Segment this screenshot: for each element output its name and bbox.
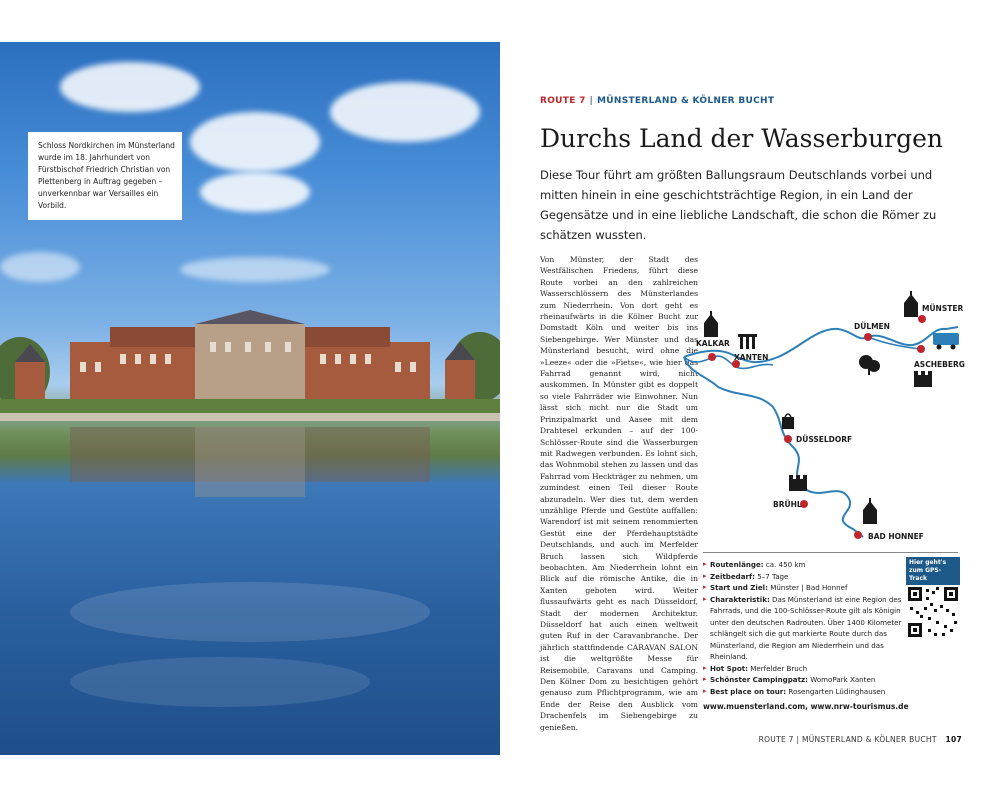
fact-item: ▸ Charakteristik: Das Münsterland ist eine Region des Fahrrads, und die 100-Schlösser-Route gilt als Königin unter den deutschen Radrouten. Über 1400 Kilometer schlängelt sich die gut markierte Route durch das Münsterland, die Region am Niederrhein und das Rheinland.	[703, 594, 908, 663]
route-link	[868, 337, 920, 349]
city-label-badhonnef: BAD HONNEF	[868, 532, 924, 541]
city-dot-muenster	[918, 315, 926, 323]
city-dot-ascheberg	[917, 345, 925, 353]
church-icon	[704, 311, 718, 337]
city-label-duesseldorf: DÜSSELDORF	[796, 435, 853, 444]
route-tag	[540, 96, 774, 106]
church-icon	[863, 498, 877, 524]
qr-label: Hier geht's zum GPS-Track	[906, 557, 960, 585]
city-dot-duelmen	[864, 333, 872, 341]
fact-item: ▸ Routenlänge: ca. 450 km	[703, 559, 908, 571]
qr-code-icon[interactable]	[906, 585, 960, 639]
campervan-icon	[933, 333, 959, 350]
intro-text: Diese Tour führt am größten Ballungsraum Deutschlands vorbei und mitten hinein in eine geschichtsträchtige Region, in ein Land der Gegensätze und in eine liebliche Landschaft, die schon die Römer zu schätzen wussten.	[540, 168, 937, 242]
city-label-kalkar: KALKAR	[696, 339, 730, 348]
fact-item: ▸ Schönster Campingpatz: WomoPark Xanten	[703, 674, 908, 686]
route-separator: |	[589, 96, 594, 106]
city-label-ascheberg: ASCHEBERG	[914, 360, 965, 369]
fact-item: ▸ Best place on tour: Rosengarten Lüdinghausen	[703, 686, 908, 698]
castle-icon	[789, 475, 807, 491]
route-number: ROUTE 7	[540, 96, 586, 106]
castle-icon	[914, 371, 932, 387]
page-footer	[759, 735, 962, 744]
route-map	[678, 247, 978, 547]
page-title: Durchs Land der Wasserburgen	[540, 124, 944, 153]
route-region: MÜNSTERLAND & KÖLNER BUCHT	[597, 96, 775, 106]
city-label-bruehl: BRÜHL	[773, 500, 802, 509]
footer-route: ROUTE 7	[758, 735, 794, 744]
text-page	[500, 42, 1000, 755]
city-dot-duesseldorf	[784, 435, 792, 443]
body-text: Von Münster, der Stadt des Westfälischen Friedens, führt diese Route vorbei an den zahlreichen Wasserschlössern des Münsterlandes zum Niederrhein. Von dort geht es rheinaufwärts in die Kölner Bucht zur Domstadt Köln und weiter bis ins Siebengebirge. Wer Münster und das Münsterland besucht, wird ohne die »Leeze« oder die »Fietse«, wie hier das Fahrrad genannt wird, nicht auskommen. In Münster gibt es doppelt so viele Fahrräder wie Einwohner. Nun lässt sich nicht nur die Stadt um Prinzipalmarkt und Aasee mit dem Drahtesel erkunden – auf der 100-Schlösser-Route sind die Wasserburgen mit Radwegen verbunden. Es lohnt sich, das Wohnmobil stehen zu lassen und das Fahrrad vom Heckträger zu nehmen, um zumindest einen Teil dieser Route abzuradeln. Wer dies tut, dem werden unzählige Pferde und Gestüte auffallen: Warendorf ist mit seinem renommierten Gestüt eine der Pferdehauptstädte Deutschlands, und auch im Merfelder Bruch lassen sich Wildpferde beobachten. Am Niederrhein lohnt ein Blick auf die römische Antike, die in Xanten geboten wird. Weiter flussaufwärts geht es nach Düsseldorf, Stadt der modernen Architektur. Düsseldorf hat auch einen weltweit guten Ruf in der Caravanbranche. Der jährlich stattfindende CARAVAN SALON ist die weltgrößte Messe für Reisemobile, Caravans und Camping. Den Kölner Dom zu besichtigen gehört genauso zum Pflichtprogramm, wie am Ende der Reise den Ausblick vom Drachenfels im Siebengebirge zu genießen.	[540, 255, 698, 732]
footer-region: MÜNSTERLAND & KÖLNER BUCHT	[801, 735, 937, 744]
city-dot-kalkar	[708, 353, 716, 361]
qr-code-box[interactable]	[906, 557, 960, 637]
tree-icon	[859, 355, 880, 375]
city-dot-badhonnef	[854, 531, 862, 539]
divider	[703, 552, 958, 553]
river-rhine	[684, 357, 863, 537]
church-icon	[904, 291, 918, 317]
photo-caption: Schloss Nordkirchen im Münsterland wurde im 18. Jahrhundert von Fürstbischof Friedrich Christian von Plettenberg in Auftrag gegeben – unverkennbar war Versailles ein Vorbild.	[28, 132, 182, 220]
city-label-duelmen: DÜLMEN	[854, 322, 890, 331]
castle-photo	[0, 42, 500, 755]
fact-item: ▸ Hot Spot: Merfelder Bruch	[703, 663, 908, 675]
shopping-bag-icon	[782, 414, 794, 429]
roman-ruins-icon	[738, 334, 757, 349]
page-number: 107	[945, 735, 962, 744]
city-label-muenster: MÜNSTER	[922, 304, 964, 313]
city-label-xanten: XANTEN	[734, 353, 769, 362]
fact-item: ▸ Start und Ziel: Münster | Bad Honnef	[703, 582, 908, 594]
facts-box	[703, 552, 908, 697]
website-links[interactable]: www.muensterland.com, www.nrw-tourismus.de	[703, 702, 909, 711]
magazine-spread	[0, 42, 1000, 755]
fact-item: ▸ Zeitbedarf: 5–7 Tage	[703, 571, 908, 583]
footer-separator: |	[796, 735, 800, 744]
